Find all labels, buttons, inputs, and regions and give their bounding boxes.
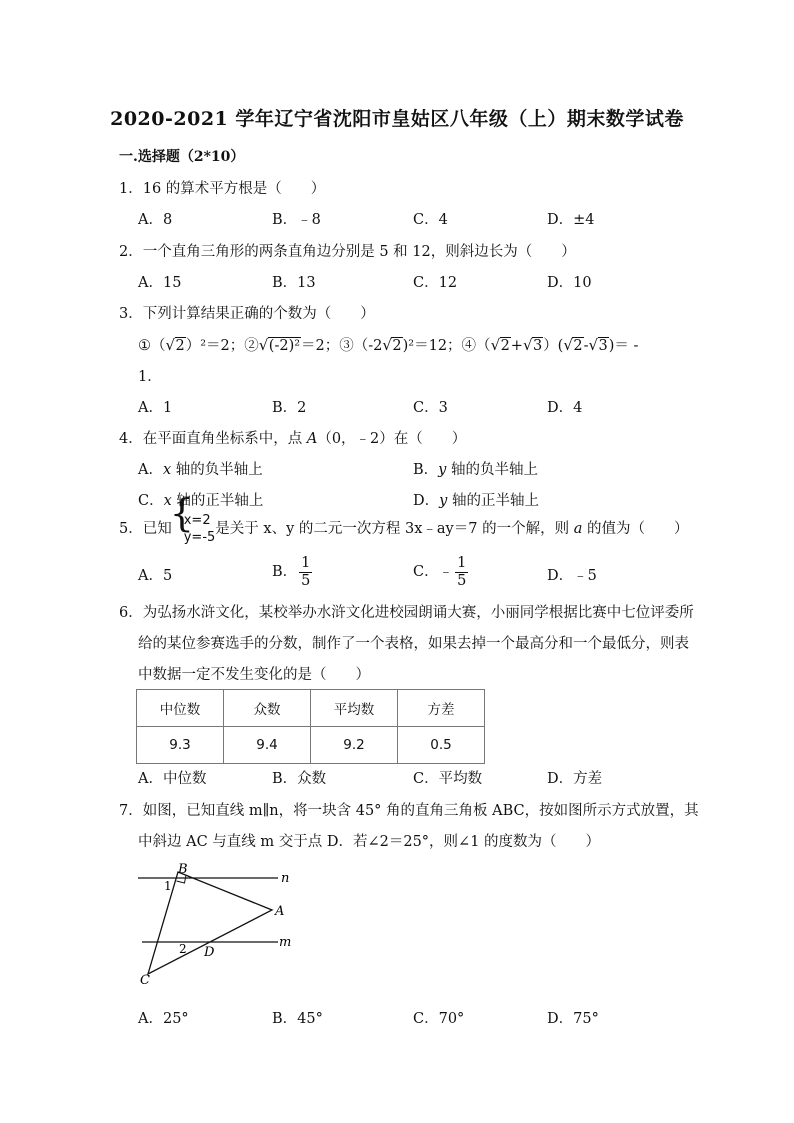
q7-option-a[interactable]: A．25° [138, 1011, 189, 1027]
question-3-expression: ①（√ 2）²＝2；②√ (-2)²＝2；③（-2√ 2)²＝12；④（√ 2+√ 3）(√ 2-√ 3)＝ - [138, 334, 638, 355]
q7-option-b[interactable]: B．45° [272, 1011, 323, 1027]
q3-option-d[interactable]: D．4 [547, 400, 583, 416]
q7-option-d[interactable]: D．75° [547, 1011, 599, 1027]
question-6-line-2: 给的某位参赛选手的分数，制作了一个表格，如果去掉一个最高分和一个最低分，则表 [138, 636, 689, 652]
q1-option-a[interactable]: A．8 [138, 212, 173, 228]
value-variance: 0.5 [398, 727, 485, 764]
question-5-stem: 5．已知 { x=2 y=-5 是关于 x、y 的二元一次方程 3x﹣ay＝7 的一个解，则 a 的值为（ ） [119, 512, 688, 546]
question-1-stem: 1．16 的算术平方根是（ ） [119, 181, 326, 197]
q1-option-d[interactable]: D．±4 [547, 212, 595, 228]
q2-option-b[interactable]: B．13 [272, 275, 316, 291]
q5-option-d[interactable]: D．﹣5 [547, 568, 597, 584]
q6-option-c[interactable]: C．平均数 [413, 771, 483, 787]
header-variance: 方差 [398, 690, 485, 727]
question-7-line-2: 中斜边 AC 与直线 m 交于点 D．若∠2＝25°，则∠1 的度数为（ ） [138, 834, 601, 850]
q2-option-d[interactable]: D．10 [547, 275, 592, 291]
q5-option-c[interactable]: C．﹣ $\frac{1}{5}$ [413, 555, 467, 589]
question-2-stem: 2．一个直角三角形的两条直角边分别是 5 和 12，则斜边长为（ ） [119, 244, 576, 260]
label-angle-2: 2 [179, 942, 187, 956]
header-median: 中位数 [137, 690, 224, 727]
question-6-line-1: 6．为弘扬水浒文化，某校举办水浒文化进校园朗诵大赛，小丽同学根据比赛中七位评委所 [119, 605, 694, 621]
q2-option-c[interactable]: C．12 [413, 275, 458, 291]
question-3-stem: 3．下列计算结果正确的个数为（ ） [119, 306, 375, 322]
label-b: B [178, 862, 188, 877]
q4-option-d[interactable]: D．y 轴的正半轴上 [413, 493, 539, 509]
q1-option-c[interactable]: C．4 [413, 212, 448, 228]
q4-option-b[interactable]: B．y 轴的负半轴上 [413, 462, 538, 478]
q3-option-a[interactable]: A．1 [138, 400, 173, 416]
question-7-line-1: 7．如图，已知直线 m∥n，将一块含 45° 角的直角三角板 ABC，按如图所示方式放置，其 [119, 803, 699, 819]
q1-option-b[interactable]: B．﹣8 [272, 212, 321, 228]
header-mode: 众数 [224, 690, 311, 727]
value-median: 9.3 [137, 727, 224, 764]
q4-option-c[interactable]: C．x 轴的正半轴上 [138, 493, 264, 509]
question-4-stem: 4．在平面直角坐标系中，点 A（0，﹣2）在（ ） [119, 431, 467, 447]
label-m: m [279, 935, 292, 950]
exam-title: 2020-2021 学年辽宁省沈阳市皇姑区八年级（上）期末数学试卷 [110, 108, 684, 130]
question-6-line-3: 中数据一定不发生变化的是（ ） [138, 667, 370, 683]
equation-system: { x=2 y=-5 [172, 512, 216, 546]
label-d: D [204, 945, 215, 960]
triangle-figure [138, 862, 308, 992]
q3-option-b[interactable]: B．2 [272, 400, 307, 416]
q6-option-b[interactable]: B．众数 [272, 771, 327, 787]
q6-option-d[interactable]: D．方差 [547, 771, 603, 787]
section-heading: 一.选择题（2*10） [119, 149, 245, 165]
q7-option-c[interactable]: C．70° [413, 1011, 465, 1027]
q5-option-a[interactable]: A．5 [138, 568, 173, 584]
table-header-row [137, 690, 485, 727]
value-mode: 9.4 [224, 727, 311, 764]
q4-option-a[interactable]: A．x 轴的负半轴上 [138, 462, 263, 478]
question-3-continuation: 1． [138, 369, 162, 385]
label-angle-1: 1 [164, 879, 172, 893]
label-a: A [275, 904, 285, 919]
label-c: C [140, 973, 150, 988]
q2-option-a[interactable]: A．15 [138, 275, 182, 291]
label-n: n [281, 871, 290, 886]
header-mean: 平均数 [311, 690, 398, 727]
value-mean: 9.2 [311, 727, 398, 764]
q5-option-b[interactable]: B． $\frac{1}{5}$ [272, 555, 311, 589]
q3-option-c[interactable]: C．3 [413, 400, 448, 416]
table-row [137, 727, 485, 764]
q6-option-a[interactable]: A．中位数 [138, 771, 207, 787]
score-stats-table [136, 689, 485, 764]
